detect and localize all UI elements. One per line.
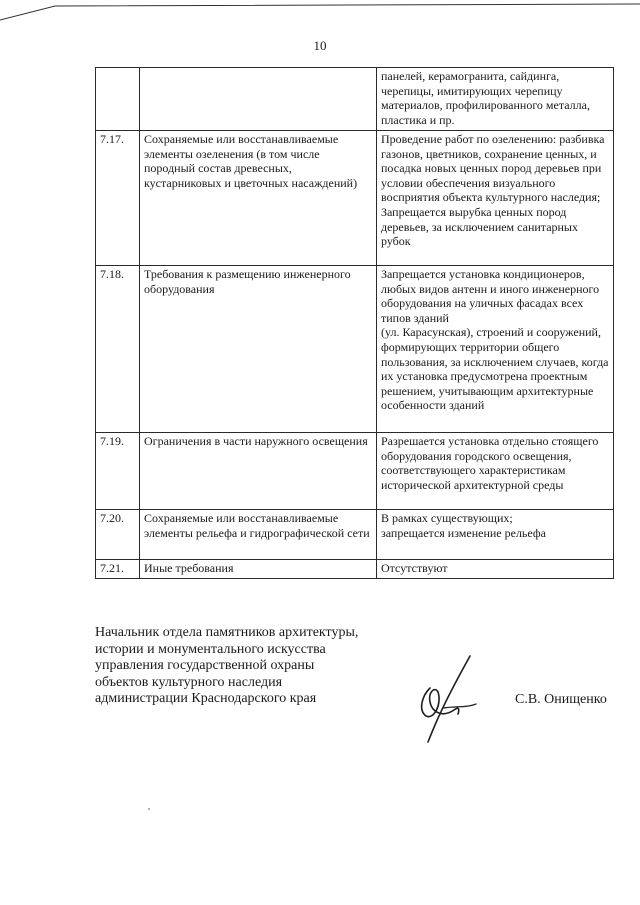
row-requirement: В рамках существующих; запрещается изменение рельефа [377, 510, 614, 560]
table-row [96, 433, 614, 510]
page-number: 10 [313, 38, 327, 53]
signer-name: С.В. Онищенко [515, 692, 607, 707]
table-row [96, 266, 614, 433]
row-requirement: Запрещается установка кондиционеров, любых видов антенн и иного инженерного оборудования на уличных фасадах всех типов зданий (ул. Карасунская), строений и сооружений, формирующих территории общего пользования, за исключением случаев, когда их установка предусмотрена проектным решением, учитывающим архитектурные особенности зданий [377, 266, 614, 433]
row-requirement: Отсутствуют [377, 560, 614, 579]
row-name: Сохраняемые или восстанавливаемые элементы рельефа и гидрографической сети [140, 510, 377, 560]
row-number: 7.18. [96, 266, 140, 433]
row-requirement: Разрешается установка отдельно стоящего оборудования городского освещения, соответствующего характеристикам исторической архитектурной среды [377, 433, 614, 510]
table-row [96, 68, 614, 131]
row-requirement: панелей, керамогранита, сайдинга, черепицы, имитирующих черепицу материалов, профилированного металла, пластика и пр. [377, 68, 614, 131]
position-line: управления государственной охраны [95, 658, 315, 673]
row-number: 7.20. [96, 510, 140, 560]
row-name: Иные требования [140, 560, 377, 579]
table-row [96, 560, 614, 579]
requirements-table [95, 67, 614, 579]
row-name: Сохраняемые или восстанавливаемые элементы озеленения (в том числе породный состав древесных, кустарниковых и цветочных насаждений) [140, 131, 377, 266]
position-line: объектов культурного наследия [95, 674, 283, 690]
handwritten-signature [408, 652, 484, 744]
position-line: Начальник отдела памятников архитектуры, [95, 625, 359, 640]
row-name: Требования к размещению инженерного оборудования [140, 266, 377, 433]
row-number [96, 68, 140, 131]
signatory-position [95, 625, 395, 708]
position-line: администрации Краснодарского края [95, 691, 317, 706]
row-number: 7.19. [96, 433, 140, 510]
position-line: истории и монументального искусства [95, 641, 326, 657]
scan-speck [148, 808, 150, 810]
row-number: 7.21. [96, 560, 140, 579]
table-row [96, 510, 614, 560]
row-name: Ограничения в части наружного освещения [140, 433, 377, 510]
table-row [96, 131, 614, 266]
row-number: 7.17. [96, 131, 140, 266]
row-name [140, 68, 377, 131]
corner-scan-mark [0, 0, 640, 30]
row-requirement: Проведение работ по озеленению: разбивка газонов, цветников, сохранение ценных, и посадка новых ценных пород деревьев при условии обеспечения визуального восприятия объекта культурного наследия; Запрещается вырубка ценных пород деревьев, за исключением санитарных рубок [377, 131, 614, 266]
